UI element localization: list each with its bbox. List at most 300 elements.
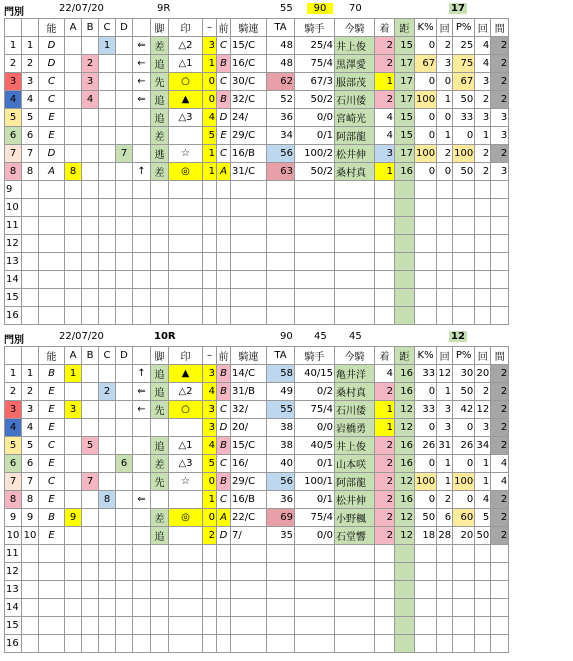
cell-kyori: 16: [395, 491, 415, 509]
cell-ta-value: [267, 235, 295, 253]
col-header-col-c: C: [99, 347, 116, 365]
col-header-kai-1: 回: [437, 347, 453, 365]
cell-kyaku: 追: [151, 91, 169, 109]
cell-kishu-rate: [295, 289, 335, 307]
cell-kyori: [395, 635, 415, 653]
cell-shirushi: [169, 563, 203, 581]
cell-ima-kishu: 井上俊: [335, 437, 375, 455]
cell-umaban: 6: [22, 455, 39, 473]
cell-noh-grade: [39, 289, 65, 307]
cell-mae-rank: C: [217, 401, 231, 419]
cell-dash-rank: [203, 271, 217, 289]
cell-col-d: [116, 545, 133, 563]
cell-col-d: [116, 163, 133, 181]
cell-chaku: 2: [375, 455, 395, 473]
cell-k-pct: [415, 545, 437, 563]
cell-kai-2: 12: [475, 401, 491, 419]
cell-noh-grade: A: [39, 163, 65, 181]
cell-kyaku: [151, 491, 169, 509]
col-header-col-d: D: [116, 19, 133, 37]
cell-shirushi: [169, 181, 203, 199]
cell-chaku: 2: [375, 383, 395, 401]
col-header-mae-rank: 前: [217, 347, 231, 365]
cell-p-pct: [453, 617, 475, 635]
cell-kyaku: 追: [151, 55, 169, 73]
cell-waku: 14: [5, 271, 22, 289]
cell-shirushi: [169, 545, 203, 563]
cell-chaku: 2: [375, 91, 395, 109]
cell-p-pct: 20: [453, 527, 475, 545]
cell-kai-1: 6: [437, 509, 453, 527]
cell-kai-1: 1: [437, 455, 453, 473]
table-row: [5, 91, 509, 109]
cell-dash-rank: 4: [203, 383, 217, 401]
cell-kyaku: [151, 599, 169, 617]
cell-mae-rank: [217, 217, 231, 235]
cell-arrow: [133, 437, 151, 455]
race-header: [4, 2, 570, 18]
col-header-k-pct: K%: [415, 19, 437, 37]
cell-kiren: [231, 635, 267, 653]
cell-shirushi: △3: [169, 455, 203, 473]
cell-mae-rank: [217, 235, 231, 253]
cell-kankaku: 2: [491, 145, 509, 163]
cell-dash-rank: 1: [203, 491, 217, 509]
cell-kishu-rate: 100/2: [295, 145, 335, 163]
cell-kyaku: [151, 181, 169, 199]
col-header-kai-1: 回: [437, 19, 453, 37]
cell-kiren: 31/B: [231, 383, 267, 401]
cell-kai-2: [475, 635, 491, 653]
track-name: 門別: [4, 7, 24, 18]
cell-kai-2: 2: [475, 91, 491, 109]
header-row: [5, 347, 509, 365]
cell-col-d: [116, 253, 133, 271]
cell-ta-value: [267, 199, 295, 217]
cell-mae-rank: B: [217, 383, 231, 401]
cell-kishu-rate: [295, 235, 335, 253]
cell-arrow: [133, 617, 151, 635]
cell-col-c: [99, 271, 116, 289]
cell-kiren: [231, 307, 267, 325]
cell-kishu-rate: [295, 271, 335, 289]
cell-kankaku: [491, 545, 509, 563]
cell-kiren: 22/C: [231, 509, 267, 527]
cell-umaban: 5: [22, 109, 39, 127]
cell-mae-rank: [217, 253, 231, 271]
cell-chaku: [375, 235, 395, 253]
col-header-ima-kishu: 今騎: [335, 347, 375, 365]
cell-ima-kishu: [335, 217, 375, 235]
cell-col-c: [99, 289, 116, 307]
table-row-empty: [5, 181, 509, 199]
cell-kankaku: 2: [491, 419, 509, 437]
cell-kai-2: 50: [475, 527, 491, 545]
col-header-noh-grade: 能: [39, 347, 65, 365]
cell-noh-grade: [39, 563, 65, 581]
cell-kai-2: 4: [475, 55, 491, 73]
table-row: [5, 527, 509, 545]
cell-umaban: [22, 289, 39, 307]
col-header-mae-rank: 前: [217, 19, 231, 37]
cell-col-b: [82, 401, 99, 419]
cell-umaban: 6: [22, 127, 39, 145]
cell-kiren: [231, 217, 267, 235]
cell-kyori: [395, 199, 415, 217]
table-row: [5, 437, 509, 455]
cell-kyaku: [151, 419, 169, 437]
cell-col-d: [116, 199, 133, 217]
cell-shirushi: △3: [169, 109, 203, 127]
cell-dash-rank: [203, 563, 217, 581]
cell-shirushi: [169, 635, 203, 653]
cell-umaban: 8: [22, 491, 39, 509]
cell-kyaku: 追: [151, 383, 169, 401]
cell-col-a: [65, 473, 82, 491]
cell-col-d: [116, 527, 133, 545]
cell-col-d: [116, 509, 133, 527]
cell-ta-value: [267, 289, 295, 307]
cell-kishu-rate: [295, 545, 335, 563]
cell-col-a: 9: [65, 509, 82, 527]
cell-col-d: [116, 289, 133, 307]
cell-col-b: [82, 37, 99, 55]
cell-kyaku: 追: [151, 527, 169, 545]
cell-umaban: 1: [22, 365, 39, 383]
cell-ima-kishu: [335, 289, 375, 307]
col-header-arrow: [133, 19, 151, 37]
cell-col-d: [116, 617, 133, 635]
cell-umaban: [22, 599, 39, 617]
table-row: [5, 509, 509, 527]
cell-k-pct: [415, 181, 437, 199]
cell-p-pct: 0: [453, 419, 475, 437]
cell-chaku: 2: [375, 473, 395, 491]
cell-k-pct: 100: [415, 91, 437, 109]
cell-p-pct: 50: [453, 163, 475, 181]
cell-chaku: 1: [375, 163, 395, 181]
cell-kai-2: 1: [475, 455, 491, 473]
cell-mae-rank: [217, 181, 231, 199]
cell-col-b: [82, 455, 99, 473]
cell-arrow: ⇐: [133, 383, 151, 401]
cell-col-b: [82, 199, 99, 217]
cell-noh-grade: [39, 617, 65, 635]
cell-mae-rank: B: [217, 55, 231, 73]
cell-shirushi: ☆: [169, 473, 203, 491]
cell-k-pct: 67: [415, 55, 437, 73]
cell-col-c: 8: [99, 491, 116, 509]
cell-kai-1: [437, 217, 453, 235]
cell-col-a: [65, 383, 82, 401]
cell-kyori: 17: [395, 73, 415, 91]
cell-dash-rank: [203, 307, 217, 325]
cell-noh-grade: D: [39, 145, 65, 163]
cell-kankaku: 2: [491, 37, 509, 55]
cell-mae-rank: B: [217, 473, 231, 491]
cell-shirushi: [169, 419, 203, 437]
cell-dash-rank: [203, 617, 217, 635]
cell-col-c: [99, 563, 116, 581]
cell-kankaku: [491, 617, 509, 635]
cell-dash-rank: 4: [203, 437, 217, 455]
cell-ima-kishu: 黒澤愛: [335, 55, 375, 73]
cell-noh-grade: E: [39, 127, 65, 145]
table-row-empty: [5, 617, 509, 635]
race-10r-section: [4, 330, 570, 653]
cell-shirushi: ○: [169, 73, 203, 91]
cell-waku: 9: [5, 509, 22, 527]
cell-ima-kishu: [335, 253, 375, 271]
cell-chaku: 4: [375, 109, 395, 127]
cell-ta-value: [267, 617, 295, 635]
cell-umaban: [22, 545, 39, 563]
cell-col-b: 2: [82, 55, 99, 73]
race-9r-table: [4, 18, 509, 325]
col-header-shirushi: 印: [169, 347, 203, 365]
cell-kyaku: [151, 289, 169, 307]
cell-kyaku: [151, 545, 169, 563]
cell-col-a: [65, 127, 82, 145]
col-header-noh-grade: 能: [39, 19, 65, 37]
cell-col-c: [99, 401, 116, 419]
cell-dash-rank: [203, 635, 217, 653]
cell-col-b: 7: [82, 473, 99, 491]
cell-kyaku: 追: [151, 109, 169, 127]
header-distance: 12: [449, 331, 467, 342]
cell-kankaku: 2: [491, 491, 509, 509]
cell-kishu-rate: [295, 307, 335, 325]
cell-noh-grade: [39, 307, 65, 325]
cell-kishu-rate: 0/1: [295, 455, 335, 473]
cell-waku: 2: [5, 55, 22, 73]
cell-col-b: [82, 635, 99, 653]
cell-col-b: [82, 491, 99, 509]
cell-ima-kishu: 石堂響: [335, 527, 375, 545]
cell-waku: 1: [5, 365, 22, 383]
cell-kyori: 16: [395, 163, 415, 181]
cell-col-c: [99, 455, 116, 473]
cell-dash-rank: [203, 199, 217, 217]
cell-kai-2: [475, 617, 491, 635]
cell-mae-rank: [217, 599, 231, 617]
race-10r-table: [4, 346, 509, 653]
cell-kyori: 16: [395, 437, 415, 455]
cell-chaku: 3: [375, 145, 395, 163]
cell-col-a: [65, 181, 82, 199]
cell-col-a: [65, 91, 82, 109]
cell-arrow: [133, 217, 151, 235]
table-row: [5, 383, 509, 401]
cell-col-a: [65, 455, 82, 473]
cell-kiren: [231, 599, 267, 617]
cell-kai-1: [437, 199, 453, 217]
cell-col-c: [99, 307, 116, 325]
cell-ta-value: 62: [267, 73, 295, 91]
cell-kai-2: [475, 235, 491, 253]
col-header-col-a: A: [65, 19, 82, 37]
cell-umaban: [22, 199, 39, 217]
cell-kyori: [395, 599, 415, 617]
cell-kyori: 12: [395, 401, 415, 419]
cell-col-c: 2: [99, 383, 116, 401]
cell-noh-grade: [39, 581, 65, 599]
cell-chaku: [375, 545, 395, 563]
table-row: [5, 455, 509, 473]
cell-kankaku: [491, 271, 509, 289]
cell-col-a: [65, 37, 82, 55]
cell-kankaku: 2: [491, 55, 509, 73]
col-header-kankaku: 間: [491, 19, 509, 37]
cell-kiren: 15/C: [231, 37, 267, 55]
cell-arrow: ←: [133, 55, 151, 73]
col-header-col-b: B: [82, 347, 99, 365]
cell-noh-grade: C: [39, 437, 65, 455]
header-value-2: 90: [307, 3, 333, 14]
cell-noh-grade: [39, 235, 65, 253]
cell-p-pct: 75: [453, 55, 475, 73]
cell-arrow: ↑: [133, 163, 151, 181]
cell-arrow: [133, 307, 151, 325]
cell-kankaku: [491, 563, 509, 581]
col-header-kankaku: 間: [491, 347, 509, 365]
cell-kai-1: [437, 545, 453, 563]
col-header-ta-value: TA: [267, 347, 295, 365]
cell-kyaku: [151, 217, 169, 235]
cell-shirushi: △2: [169, 383, 203, 401]
cell-kiren: 20/: [231, 419, 267, 437]
cell-ta-value: [267, 563, 295, 581]
cell-kyori: [395, 307, 415, 325]
cell-ta-value: [267, 307, 295, 325]
table-row-empty: [5, 253, 509, 271]
cell-shirushi: ☆: [169, 145, 203, 163]
cell-ta-value: 36: [267, 491, 295, 509]
col-header-kyori: 距: [395, 347, 415, 365]
cell-shirushi: △1: [169, 55, 203, 73]
header-value-1: 90: [280, 331, 293, 342]
cell-noh-grade: [39, 635, 65, 653]
cell-arrow: [133, 635, 151, 653]
cell-k-pct: [415, 617, 437, 635]
cell-kiren: [231, 199, 267, 217]
cell-col-d: [116, 109, 133, 127]
cell-col-a: [65, 199, 82, 217]
col-header-k-pct: K%: [415, 347, 437, 365]
cell-ta-value: 56: [267, 145, 295, 163]
cell-kyori: [395, 235, 415, 253]
cell-kai-2: 3: [475, 73, 491, 91]
cell-kishu-rate: [295, 599, 335, 617]
cell-kiren: 7/: [231, 527, 267, 545]
cell-umaban: [22, 235, 39, 253]
cell-kishu-rate: 67/3: [295, 73, 335, 91]
cell-kyori: 12: [395, 527, 415, 545]
cell-kiren: [231, 617, 267, 635]
cell-kyaku: 追: [151, 437, 169, 455]
cell-dash-rank: 3: [203, 365, 217, 383]
cell-kishu-rate: [295, 581, 335, 599]
cell-waku: 8: [5, 163, 22, 181]
cell-kankaku: 4: [491, 473, 509, 491]
cell-umaban: [22, 635, 39, 653]
cell-waku: 14: [5, 599, 22, 617]
cell-umaban: [22, 181, 39, 199]
cell-ima-kishu: 宮崎光: [335, 109, 375, 127]
track-name: 門別: [4, 335, 24, 346]
cell-kiren: [231, 235, 267, 253]
cell-chaku: 2: [375, 55, 395, 73]
cell-mae-rank: C: [217, 145, 231, 163]
cell-k-pct: 0: [415, 455, 437, 473]
cell-ta-value: 52: [267, 91, 295, 109]
cell-kyori: [395, 563, 415, 581]
cell-kiren: 16/B: [231, 491, 267, 509]
cell-kai-1: 28: [437, 527, 453, 545]
cell-mae-rank: E: [217, 127, 231, 145]
cell-ta-value: 48: [267, 37, 295, 55]
col-header-waku: [5, 19, 22, 37]
cell-p-pct: 67: [453, 73, 475, 91]
table-row-empty: [5, 199, 509, 217]
cell-k-pct: 0: [415, 127, 437, 145]
cell-p-pct: 0: [453, 491, 475, 509]
cell-dash-rank: 3: [203, 401, 217, 419]
cell-chaku: [375, 581, 395, 599]
cell-arrow: [133, 199, 151, 217]
col-header-arrow: [133, 347, 151, 365]
cell-mae-rank: C: [217, 491, 231, 509]
cell-col-c: [99, 509, 116, 527]
cell-kankaku: [491, 199, 509, 217]
cell-col-a: [65, 437, 82, 455]
cell-p-pct: 26: [453, 437, 475, 455]
table-row: [5, 491, 509, 509]
cell-umaban: [22, 617, 39, 635]
cell-umaban: [22, 307, 39, 325]
cell-ta-value: 40: [267, 455, 295, 473]
cell-kai-2: 2: [475, 383, 491, 401]
cell-kai-1: 3: [437, 55, 453, 73]
cell-kyori: 16: [395, 383, 415, 401]
table-row: [5, 473, 509, 491]
cell-kishu-rate: 0/0: [295, 527, 335, 545]
cell-p-pct: [453, 599, 475, 617]
cell-kiren: 15/C: [231, 437, 267, 455]
cell-umaban: 8: [22, 163, 39, 181]
cell-k-pct: 0: [415, 419, 437, 437]
header-value-2: 45: [314, 331, 327, 342]
cell-col-c: [99, 365, 116, 383]
cell-waku: 7: [5, 473, 22, 491]
cell-kankaku: 2: [491, 527, 509, 545]
cell-kyori: [395, 581, 415, 599]
cell-kishu-rate: [295, 617, 335, 635]
cell-col-a: [65, 235, 82, 253]
cell-kyaku: [151, 635, 169, 653]
cell-chaku: [375, 253, 395, 271]
cell-chaku: [375, 563, 395, 581]
cell-arrow: [133, 581, 151, 599]
cell-kankaku: 3: [491, 127, 509, 145]
cell-kankaku: 2: [491, 91, 509, 109]
cell-shirushi: [169, 491, 203, 509]
cell-chaku: [375, 307, 395, 325]
cell-k-pct: 100: [415, 473, 437, 491]
cell-waku: 11: [5, 545, 22, 563]
cell-kyaku: 先: [151, 473, 169, 491]
cell-arrow: [133, 145, 151, 163]
